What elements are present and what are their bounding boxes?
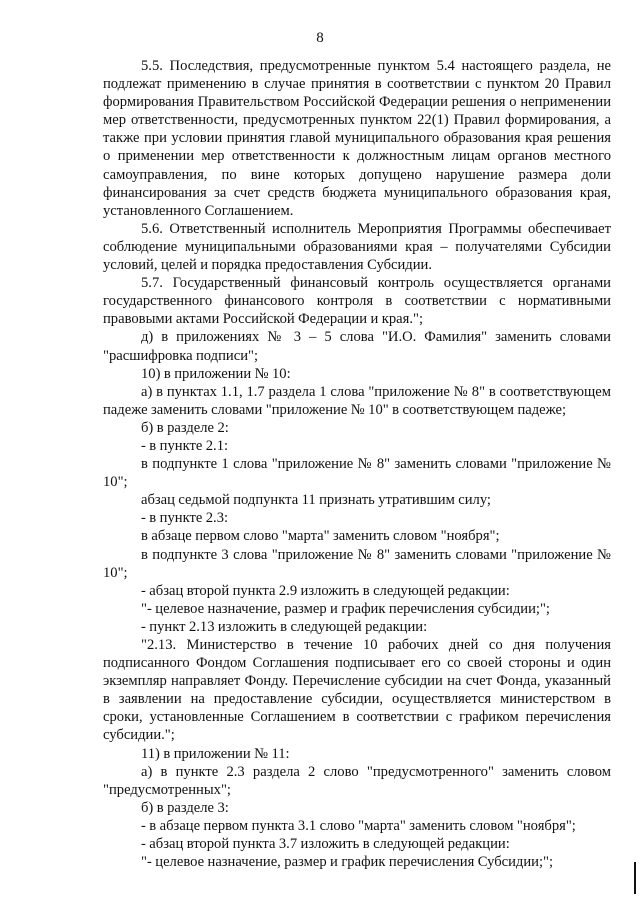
paragraph-5-7: 5.7. Государственный финансовый контроль осуществляется органами государственного финансового контроля в соответствии с нормативными правовыми актами Российской Федерации и края."; [103, 275, 611, 328]
paragraph-item-11: 11) в приложении № 11: [141, 745, 290, 762]
scan-edge-mark [634, 862, 636, 894]
paragraph-point-2-3: - в пункте 2.3: [141, 510, 229, 527]
paragraph-5-6: 5.6. Ответственный исполнитель Мероприятия Программы обеспечивает соблюдение муниципальными образованиями края – получателями Субсидии условий, целей и порядка предоставления Субсидии. [103, 220, 611, 274]
paragraph-point-3-7: - абзац второй пункта 3.7 изложить в следующей редакции: [141, 836, 510, 853]
paragraph-point-2-1: - в пункте 2.1: [141, 437, 229, 454]
page-number: 8 [316, 30, 324, 46]
paragraph-subpoint-11: абзац седьмой подпункта 11 признать утратившим силу; [141, 492, 491, 509]
paragraph-subpoint-3: в подпункте 3 слова "приложение № 8" заменить словами "приложение № 10"; [103, 546, 611, 581]
paragraph-first-abzac: в абзаце первом слово "марта" заменить словом "ноября"; [141, 528, 500, 545]
document-body [103, 57, 611, 871]
paragraph-point-2-9-text: "- целевое назначение, размер и график перечисления субсидии;"; [141, 600, 550, 617]
paragraph-5-5: 5.5. Последствия, предусмотренные пунктом 5.4 настоящего раздела, не подлежат применению в случае принятия в соответствии с пунктом 20 Правил формирования Правительством Российской Федерации решения о неприменении мер ответственности, предусмотренных пунктом 22(1) Правил формирования, а также при условии принятия главой муниципального образования края решения о применении мер ответственности к должностным лицам органов местного самоуправления, по вине которых допущено нарушение размера доли финансирования за счет средств бюджета муниципального образования края, установленного Соглашением. [103, 58, 611, 219]
paragraph-point-2-9: - абзац второй пункта 2.9 изложить в следующей редакции: [141, 582, 510, 599]
paragraph-amendment-d: д) в приложениях № 3 – 5 слова "И.О. Фамилия" заменить словами "расшифровка подписи"; [103, 329, 611, 364]
paragraph-item-11-a: а) в пункте 2.3 раздела 2 слово "предусмотренного" заменить словом "предусмотренных"; [103, 763, 611, 798]
paragraph-point-2-13-text: "2.13. Министерство в течение 10 рабочих дней со дня получения подписанного Фондом Соглашения подписывает его со своей стороны и один экземпляр направляет Фонду. Перечисление субсидии на счет Фонда, указанный в заявлении на предоставление субсидии, осуществляется министерством в сроки, установленные Соглашением в соответствии с графиком перечисления субсидии."; [103, 637, 611, 744]
paragraph-item-10: 10) в приложении № 10: [141, 365, 291, 382]
paragraph-point-3-7-text: "- целевое назначение, размер и график перечисления Субсидии;"; [141, 854, 554, 871]
paragraph-item-11-b: б) в разделе 3: [141, 799, 229, 816]
paragraph-item-10-a: а) в пунктах 1.1, 1.7 раздела 1 слова "приложение № 8" в соответствующем падеже заменить словами "приложение № 10" в соответствующем падеже; [103, 383, 611, 418]
paragraph-point-2-13: - пункт 2.13 изложить в следующей редакции: [141, 618, 428, 635]
paragraph-point-3-1: - в абзаце первом пункта 3.1 слово "марта" заменить словом "ноября"; [141, 817, 576, 834]
paragraph-subpoint-1: в подпункте 1 слова "приложение № 8" заменить словами "приложение № 10"; [103, 456, 611, 491]
paragraph-item-10-b: б) в разделе 2: [141, 419, 229, 436]
